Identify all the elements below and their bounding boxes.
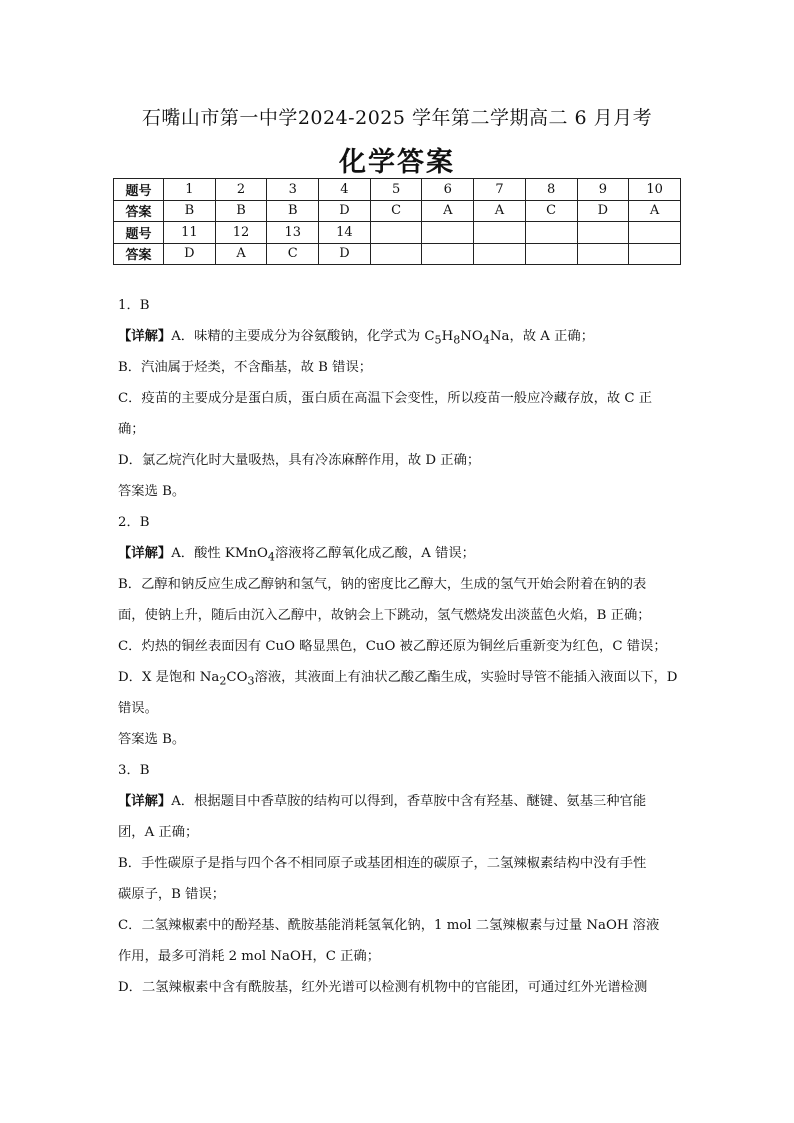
solutions-body — [118, 290, 698, 1003]
table-row — [114, 222, 681, 244]
explanation-line: 团，A 正确； — [118, 825, 199, 840]
table-cell: D — [164, 243, 216, 265]
table-row — [114, 179, 681, 201]
table-cell — [370, 243, 422, 265]
question-number: 3．B — [118, 763, 150, 778]
table-row — [114, 200, 681, 222]
table-cell: 6 — [422, 179, 474, 201]
conclusion-line: 答案选 B。 — [118, 484, 186, 499]
table-cell: 14 — [319, 222, 371, 244]
explanation-line: 确； — [118, 422, 145, 437]
explanation-tag: 【详解】 — [118, 329, 172, 344]
table-cell — [629, 243, 681, 265]
explanation-line — [118, 662, 698, 693]
text-span: A．酸性 KMnO — [171, 546, 268, 561]
table-cell: C — [370, 200, 422, 222]
explanation-line: B．手性碳原子是指与四个各不相同原子或基团相连的碳原子，二氢辣椒素结构中没有手性 — [118, 856, 647, 871]
text-span: 溶液将乙醇氧化成乙酸，A 错误； — [274, 546, 475, 561]
explanation-tag: 【详解】 — [118, 794, 172, 809]
subscript: 2 — [219, 674, 227, 688]
text-span: A．根据题目中香草胺的结构可以得到，香草胺中含有羟基、醚键、氨基三种官能 — [171, 794, 647, 809]
explanation-line: C．二氢辣椒素中的酚羟基、酰胺基能消耗氢氧化钠，1 mol 二氢辣椒素与过量 NaOH 溶液 — [118, 918, 660, 933]
table-cell — [629, 222, 681, 244]
conclusion-line: 答案选 B。 — [118, 732, 186, 747]
table-cell: C — [267, 243, 319, 265]
subscript: 3 — [247, 674, 255, 688]
table-cell: 12 — [215, 222, 267, 244]
subscript: 4 — [267, 550, 275, 564]
document-subtitle: 化学答案 — [339, 147, 455, 178]
table-row — [114, 243, 681, 265]
row-header: 答案 — [114, 243, 164, 265]
table-cell: 7 — [474, 179, 526, 201]
table-cell — [577, 222, 629, 244]
table-cell — [577, 243, 629, 265]
explanation-line: D．二氢辣椒素中含有酰胺基，红外光谱可以检测有机物中的官能团，可通过红外光谱检测 — [118, 980, 648, 995]
text-span: D．X 是饱和 Na — [118, 670, 220, 685]
subscript: 5 — [434, 333, 442, 347]
table-cell: B — [267, 200, 319, 222]
table-cell: D — [319, 243, 371, 265]
table-cell: 2 — [215, 179, 267, 201]
table-cell — [422, 222, 474, 244]
explanation-line: 碳原子，B 错误； — [118, 887, 226, 902]
table-cell: A — [215, 243, 267, 265]
explanation-line: 作用，最多可消耗 2 mol NaOH，C 正确； — [118, 949, 381, 964]
table-cell — [525, 243, 577, 265]
text-span: NO — [460, 329, 483, 344]
explanation-line: 面，使钠上升，随后由沉入乙醇中，故钠会上下跳动，氢气燃烧发出淡蓝色火焰，B 正确； — [118, 608, 651, 623]
table-cell — [525, 222, 577, 244]
table-cell: 4 — [319, 179, 371, 201]
answer-table — [113, 178, 681, 265]
text-span: H — [441, 329, 454, 344]
explanation-line: B．乙醇和钠反应生成乙醇钠和氢气，钠的密度比乙醇大，生成的氢气开始会附着在钠的表 — [118, 577, 647, 592]
table-cell: A — [629, 200, 681, 222]
row-header: 题号 — [114, 222, 164, 244]
question-number: 2．B — [118, 515, 150, 530]
table-cell: C — [525, 200, 577, 222]
table-cell: B — [215, 200, 267, 222]
explanation-tag: 【详解】 — [118, 546, 172, 561]
text-span: 溶液，其液面上有油状乙酸乙酯生成，实验时导管不能插入液面以下，D — [254, 670, 678, 685]
table-cell: 9 — [577, 179, 629, 201]
table-cell: 3 — [267, 179, 319, 201]
table-cell — [474, 222, 526, 244]
explanation-line: D．氯乙烷汽化时大量吸热，具有冷冻麻醉作用，故 D 正确； — [118, 453, 481, 468]
text-span: Na，故 A 正确； — [489, 329, 594, 344]
document-title: 石嘴山市第一中学2024-2025 学年第二学期高二 6 月月考 — [141, 107, 653, 129]
row-header: 答案 — [114, 200, 164, 222]
explanation-line — [118, 538, 698, 569]
table-cell: A — [422, 200, 474, 222]
row-header: 题号 — [114, 179, 164, 201]
text-span: A．味精的主要成分为谷氨酸钠，化学式为 C — [171, 329, 435, 344]
text-span: CO — [226, 670, 248, 685]
table-cell: B — [164, 200, 216, 222]
explanation-line: 错误。 — [118, 701, 158, 716]
explanation-line — [118, 786, 698, 817]
subscript: 4 — [482, 333, 490, 347]
table-cell: 5 — [370, 179, 422, 201]
explanation-line — [118, 321, 698, 352]
explanation-line: C．疫苗的主要成分是蛋白质，蛋白质在高温下会变性，所以疫苗一般应冷藏存放，故 C 正 — [118, 391, 653, 406]
table-cell: 8 — [525, 179, 577, 201]
subscript: 8 — [453, 333, 461, 347]
table-cell: 13 — [267, 222, 319, 244]
table-cell: D — [319, 200, 371, 222]
explanation-line: C．灼热的铜丝表面因有 CuO 略显黑色，CuO 被乙醇还原为铜丝后重新变为红色，C 错误； — [118, 639, 667, 654]
explanation-line: B．汽油属于烃类，不含酯基，故 B 错误； — [118, 360, 373, 375]
table-cell — [370, 222, 422, 244]
table-cell — [422, 243, 474, 265]
question-number: 1．B — [118, 298, 150, 313]
table-cell: A — [474, 200, 526, 222]
table-cell — [474, 243, 526, 265]
table-cell: 11 — [164, 222, 216, 244]
table-cell: 1 — [164, 179, 216, 201]
table-cell: 10 — [629, 179, 681, 201]
table-cell: D — [577, 200, 629, 222]
